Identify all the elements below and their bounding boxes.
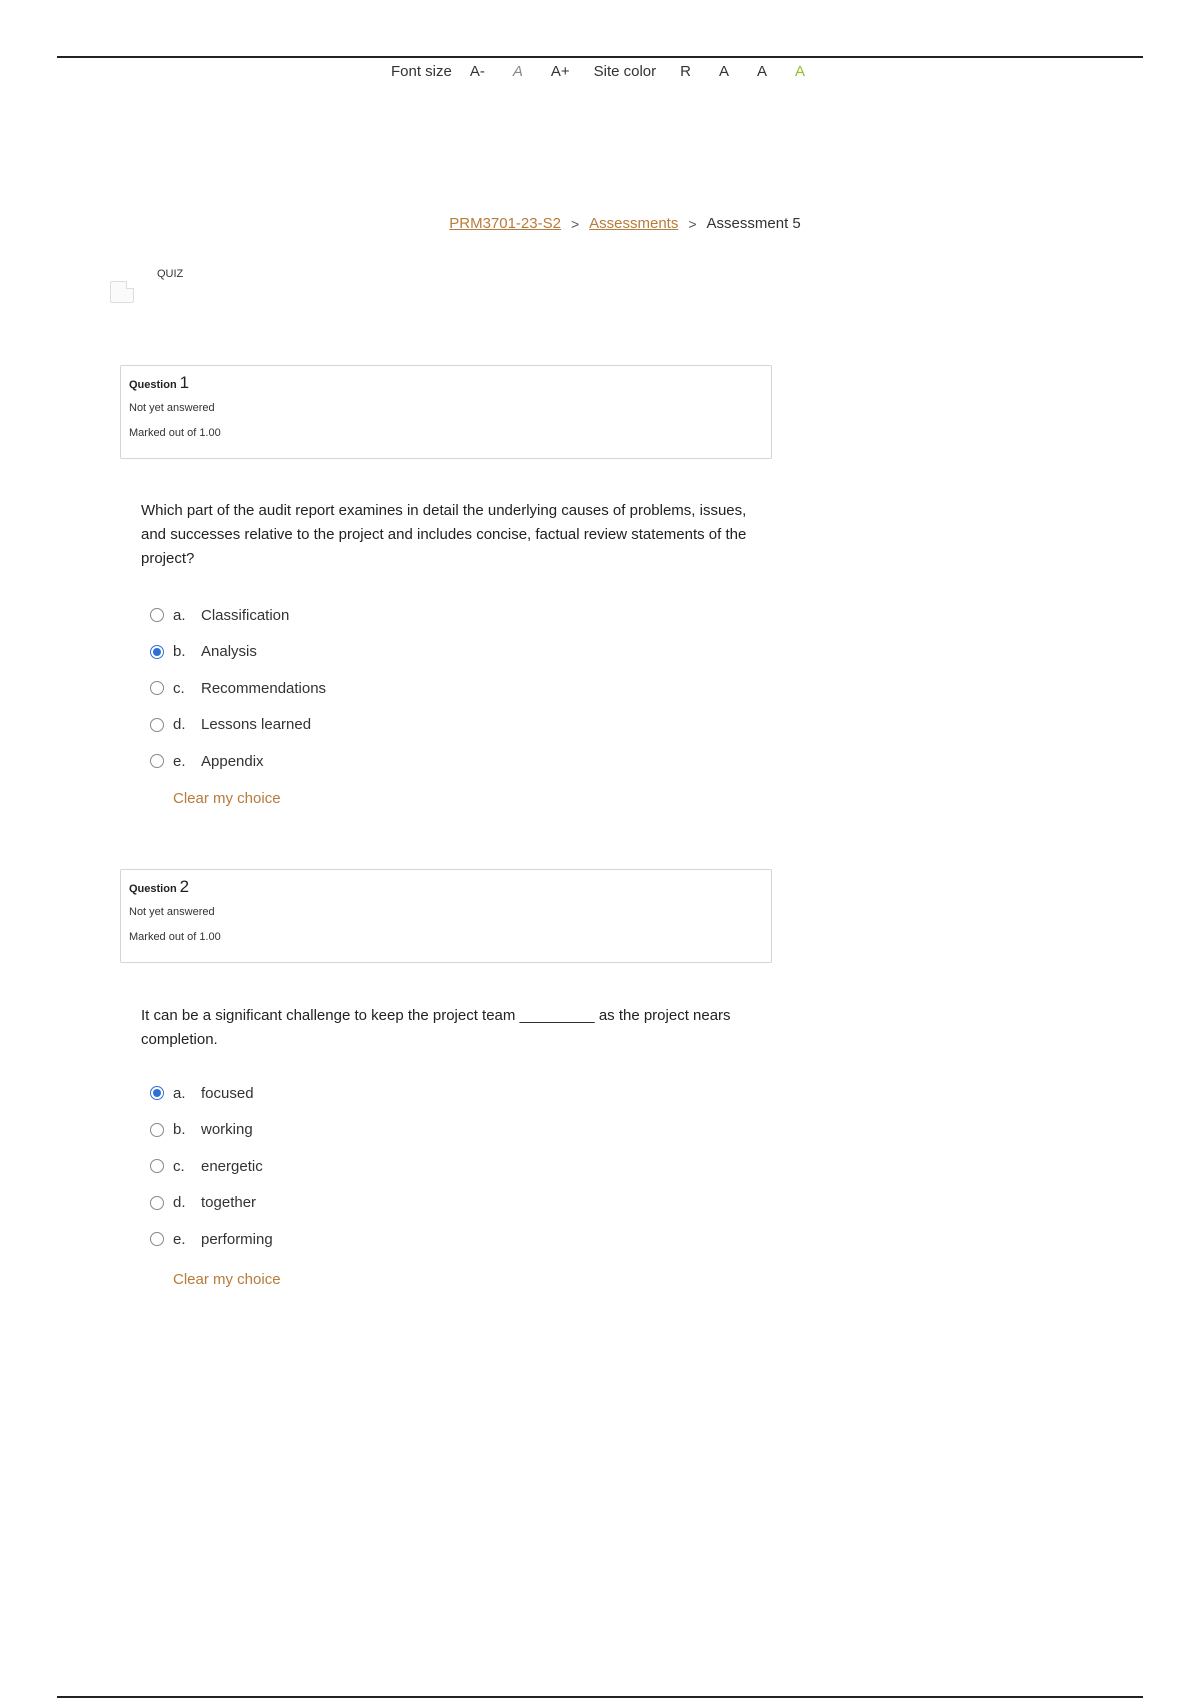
site-color-option-1[interactable]: A xyxy=(718,63,729,80)
answer-letter: e. xyxy=(173,1230,186,1248)
activity-type-label: QUIZ xyxy=(157,268,184,280)
site-color-option-2[interactable]: A xyxy=(757,63,768,80)
answer-option[interactable] xyxy=(150,634,326,671)
font-size-decrease[interactable]: A- xyxy=(469,63,485,80)
answer-option[interactable] xyxy=(150,1075,273,1112)
question-marks: Marked out of 1.00 xyxy=(129,427,221,439)
answer-text: Appendix xyxy=(201,752,264,770)
font-size-default[interactable]: A xyxy=(512,63,523,80)
answer-option[interactable] xyxy=(150,743,326,780)
answer-option[interactable] xyxy=(150,707,326,744)
answer-text: Analysis xyxy=(201,643,257,661)
answer-letter: a. xyxy=(173,606,186,624)
answer-list-2 xyxy=(150,1075,273,1258)
answer-option[interactable] xyxy=(150,597,326,634)
answer-option[interactable] xyxy=(150,670,326,707)
question-state: Not yet answered xyxy=(129,906,215,918)
clear-choice-link[interactable]: Clear my choice xyxy=(173,790,281,807)
chevron-right-icon: > xyxy=(688,215,697,232)
radio-button[interactable] xyxy=(150,718,164,732)
site-color-label: Site color xyxy=(593,63,657,80)
site-color-option-3[interactable]: A xyxy=(795,63,806,80)
site-color-reset[interactable]: R xyxy=(680,63,691,80)
answer-list-1 xyxy=(150,597,326,780)
radio-button[interactable] xyxy=(150,1123,164,1137)
question-state: Not yet answered xyxy=(129,402,215,414)
answer-letter: b. xyxy=(173,1121,186,1139)
question-label: Question xyxy=(129,883,177,895)
radio-button[interactable] xyxy=(150,1196,164,1210)
answer-text: Classification xyxy=(201,606,290,624)
clear-choice-link[interactable]: Clear my choice xyxy=(173,1271,281,1288)
radio-button[interactable] xyxy=(150,608,164,622)
radio-button[interactable] xyxy=(150,754,164,768)
question-text-1: Which part of the audit report examines in detail the underlying causes of problems, issues, and successes relative to the project and includes concise, factual review statements of the project? xyxy=(141,502,747,567)
bottom-rule xyxy=(57,1696,1143,1698)
answer-letter: d. xyxy=(173,1194,186,1212)
top-rule xyxy=(57,56,1143,58)
answer-option[interactable] xyxy=(150,1112,273,1149)
breadcrumb-current: Assessment 5 xyxy=(706,215,801,232)
answer-option[interactable] xyxy=(150,1221,273,1258)
question-info-2 xyxy=(120,869,772,963)
question-label: Question xyxy=(129,379,177,391)
question-marks: Marked out of 1.00 xyxy=(129,931,221,943)
question-number-value: 1 xyxy=(179,373,190,392)
accessibility-toolbar xyxy=(0,63,1200,80)
answer-text: energetic xyxy=(201,1157,263,1175)
radio-button-selected[interactable] xyxy=(150,645,164,659)
breadcrumb-course[interactable]: PRM3701-23-S2 xyxy=(449,215,561,232)
answer-letter: e. xyxy=(173,752,186,770)
answer-letter: c. xyxy=(173,1157,185,1175)
answer-letter: d. xyxy=(173,716,186,734)
question-info-1 xyxy=(120,365,772,459)
answer-text: together xyxy=(201,1194,257,1212)
question-number xyxy=(129,373,763,393)
answer-text: Recommendations xyxy=(201,679,327,697)
radio-button[interactable] xyxy=(150,1232,164,1246)
radio-button[interactable] xyxy=(150,681,164,695)
radio-button[interactable] xyxy=(150,1159,164,1173)
answer-option[interactable] xyxy=(150,1185,273,1222)
answer-text: focused xyxy=(201,1084,254,1102)
answer-text: working xyxy=(201,1121,253,1139)
answer-letter: c. xyxy=(173,679,185,697)
question-number-value: 2 xyxy=(179,877,190,896)
radio-button-selected[interactable] xyxy=(150,1086,164,1100)
answer-letter: b. xyxy=(173,643,186,661)
answer-option[interactable] xyxy=(150,1148,273,1185)
question-text-2: It can be a significant challenge to keep the project team _________ as the project nears completion. xyxy=(141,1007,731,1048)
breadcrumb-assessments[interactable]: Assessments xyxy=(589,215,679,232)
answer-text: Lessons learned xyxy=(201,716,312,734)
answer-letter: a. xyxy=(173,1084,186,1102)
answer-text: performing xyxy=(201,1230,273,1248)
file-icon xyxy=(110,281,134,303)
font-size-increase[interactable]: A+ xyxy=(550,63,570,80)
chevron-right-icon: > xyxy=(570,215,580,232)
font-size-label: Font size xyxy=(390,63,452,80)
question-number xyxy=(129,877,763,897)
breadcrumb xyxy=(0,215,1200,232)
